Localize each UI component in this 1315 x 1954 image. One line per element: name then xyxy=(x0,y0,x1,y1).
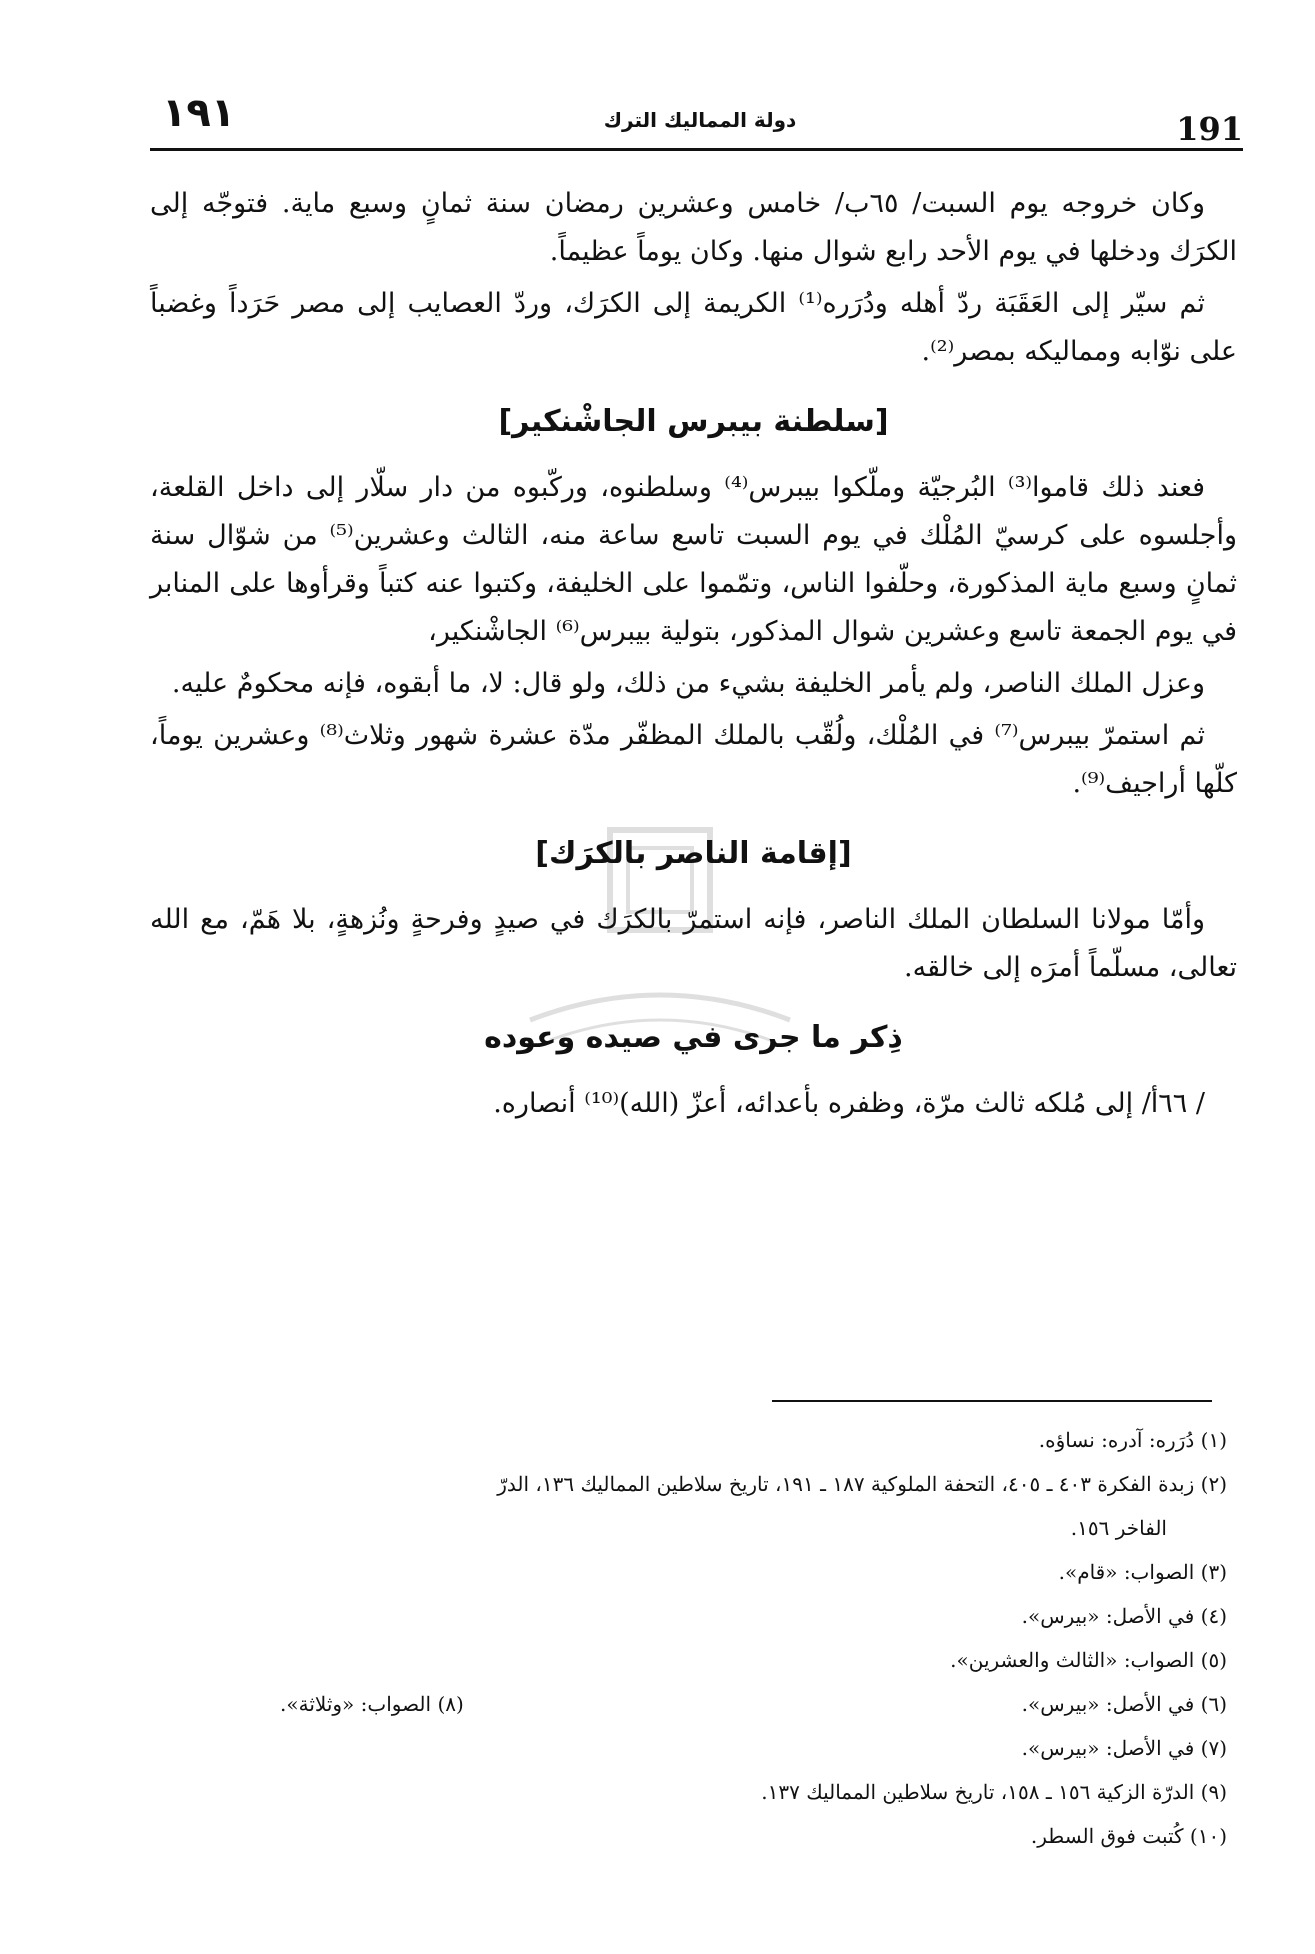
page-number-arabic: ١٩١ xyxy=(162,90,236,136)
section-heading-baybars: [سلطنة بيبرس الجاشْنكير] xyxy=(498,404,889,439)
footnote-4: (٤) في الأصل: «بيرس». xyxy=(1021,1604,1227,1628)
paragraph-1: وكان خروجه يوم السبت/ ٦٥ب/ خامس وعشرين رمضان سنة ثمانٍ وسبع مایة. فتوجّه إلى الكرَك ودخلها في يوم الأحد رابع شوال منها. وكان يوماً عظيماً. xyxy=(150,188,1237,267)
footnote-10: (١٠) كُتبت فوق السطر. xyxy=(1030,1824,1227,1848)
section-heading-hunt: ذِكر ما جرى في صيده وعوده xyxy=(484,1020,903,1055)
paragraph-6: وأمّا مولانا السلطان الملك الناصر، فإنه استمرّ بالكرَك في صيدٍ وفرحةٍ ونُزهةٍ، بلا هَمّ، مع الله تعالى، مسلّماً أمرَه إلى خالقه. xyxy=(150,904,1237,983)
footnote-6: (٦) في الأصل: «بيرس». xyxy=(1021,1692,1227,1716)
paragraph-2: ثم سيّر إلى العَقَبَة ردّ أهله ودُرَره⁽¹⁾ الكريمة إلى الكرَك، وردّ العصايب إلى مصر حَرَداً وغضباً على نوّابه ومماليكه بمصر⁽²⁾. xyxy=(150,288,1237,367)
paragraph-3: فعند ذلك قاموا⁽³⁾ البُرجيّة وملّكوا بيبرس⁽⁴⁾ وسلطنوه، وركّبوه من دار سلّار إلى داخل القلعة، وأجلسوه على كرسيّ المُلْك في يوم السبت تاسع ساعة منه، الثالث وعشرين⁽⁵⁾ من شوّال سنة ثمانٍ وسبع مایة المذكورة، وحلّفوا الناس، وتمّموا على الخليفة، وكتبوا عنه كتباً وقرأوها على المنابر في يوم الجمعة تاسع وعشرين شوال المذكور، بتولية بيبرس⁽⁶⁾ الجاشْنكير، xyxy=(150,472,1237,647)
footnote-8: (٨) الصواب: «وثلاثة». xyxy=(280,1692,464,1716)
paragraph-4: وعزل الملك الناصر، ولم يأمر الخليفة بشيء من ذلك، ولو قال: لا، ما أبقوه، فإنه محكومٌ عليه. xyxy=(171,668,1205,699)
header-rule xyxy=(150,148,1243,151)
running-title: دولة المماليك الترك xyxy=(603,108,797,132)
paragraph-7: / ٦٦أ/ إلى مُلكه ثالث مرّة، وظفره بأعدائه، أعزّ (الله)⁽¹⁰⁾ أنصاره. xyxy=(493,1088,1205,1119)
footnote-2-continued: الفاخر ١٥٦. xyxy=(1070,1516,1167,1540)
footnote-1: (١) دُرَره: آدره: نساؤه. xyxy=(1038,1428,1227,1452)
footnotes xyxy=(130,1418,1227,1858)
footnote-rule xyxy=(772,1400,1212,1402)
footnote-2: (٢) زبدة الفكرة ٤٠٣ ـ ٤٠٥، التحفة الملوكية ١٨٧ ـ ١٩١، تاريخ سلاطين المماليك ١٣٦، الدرّ xyxy=(497,1472,1227,1496)
footnote-9: (٩) الدرّة الزكية ١٥٦ ـ ١٥٨، تاريخ سلاطين المماليك ١٣٧. xyxy=(761,1780,1227,1804)
page-number-latin: 191 xyxy=(1176,110,1243,148)
section-heading-nasir: [إقامة الناصر بالكرَك] xyxy=(535,836,852,871)
paragraph-5: ثم استمرّ بيبرس⁽⁷⁾ في المُلْك، ولُقّب بالملك المظفّر مدّة عشرة شهور وثلاث⁽⁸⁾ وعشرين يوماً، كلّها أراجيف⁽⁹⁾. xyxy=(150,720,1237,799)
footnote-5: (٥) الصواب: «الثالث والعشرين». xyxy=(950,1648,1227,1672)
footnote-3: (٣) الصواب: «قام». xyxy=(1058,1560,1227,1584)
footnote-7: (٧) في الأصل: «بيرس». xyxy=(1021,1736,1227,1760)
footnote-row-6-8 xyxy=(130,1682,1227,1726)
main-text xyxy=(150,180,1237,1132)
